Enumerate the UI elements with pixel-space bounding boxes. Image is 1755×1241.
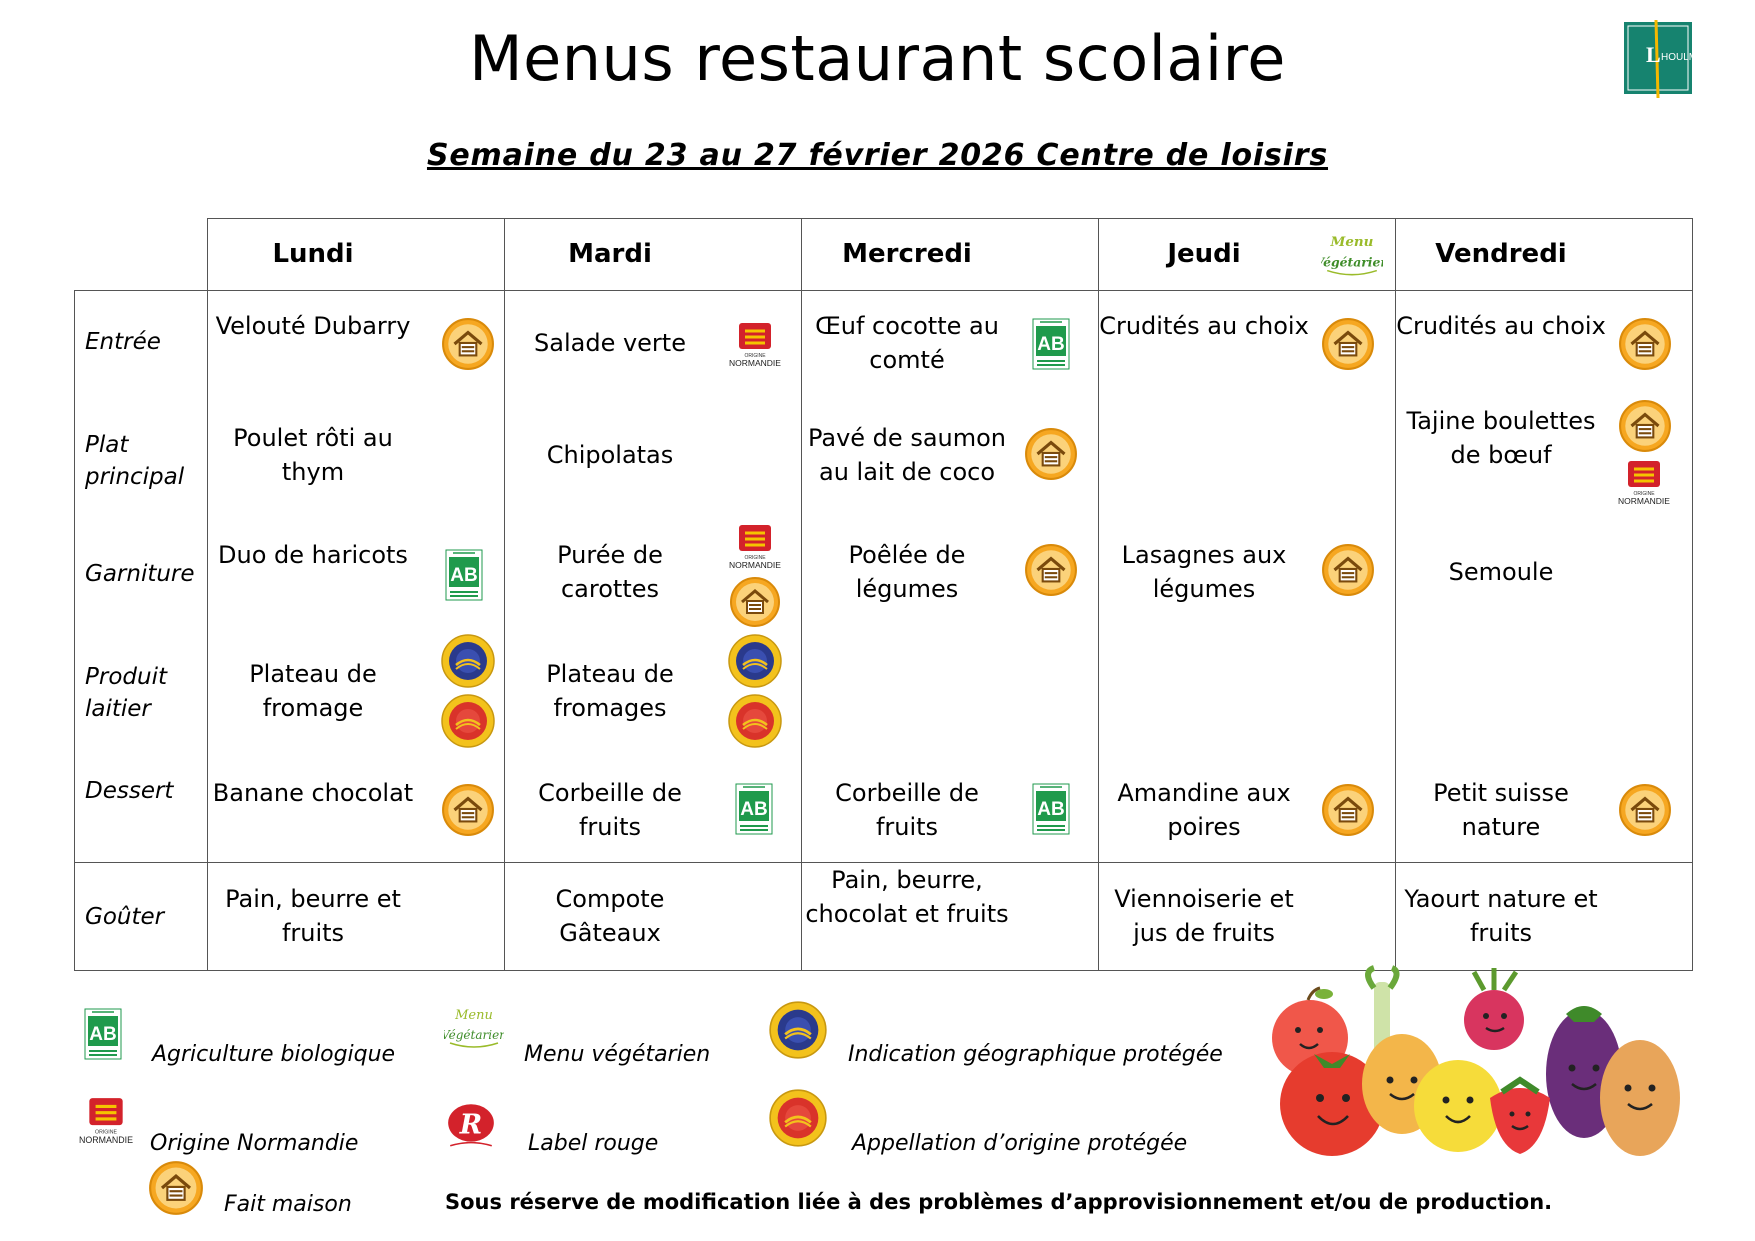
mercredi-gouter: Pain, beurre, chocolat et fruits bbox=[805, 866, 1009, 928]
igp-icon bbox=[440, 633, 496, 689]
vendredi-gouter-cell bbox=[1396, 863, 1693, 971]
lundi-garniture: Duo de haricots bbox=[218, 541, 408, 569]
lundi-plat: Poulet rôti au thym bbox=[233, 424, 393, 486]
legend-vegetarian-icon bbox=[444, 1000, 504, 1052]
mercredi-dessert: Corbeille de fruits bbox=[835, 779, 979, 841]
week-subtitle: Semaine du 23 au 27 février 2026 Centre de loisirs bbox=[426, 138, 1329, 173]
lundi-entree: Velouté Dubarry bbox=[215, 312, 411, 340]
jeudi-garniture: Lasagnes aux légumes bbox=[1121, 541, 1287, 603]
mercredi-gouter-cell bbox=[802, 863, 1099, 971]
lundi-gouter-cell bbox=[208, 863, 505, 971]
jeudi-dessert: Amandine aux poires bbox=[1117, 779, 1291, 841]
row-label-plat: Plat principal bbox=[85, 432, 185, 490]
mardi-gouter: Compote Gâteaux bbox=[555, 885, 665, 947]
legend-igp-icon bbox=[768, 1000, 828, 1060]
logo-text: HOULME bbox=[1661, 52, 1704, 63]
ab-bio-icon bbox=[445, 549, 483, 601]
legend-aop-icon bbox=[768, 1088, 828, 1148]
page-title: Menus restaurant scolaire bbox=[469, 22, 1286, 95]
fait-maison-icon bbox=[441, 783, 495, 837]
menu-table bbox=[74, 218, 1693, 971]
mercredi-plat: Pavé de saumon au lait de coco bbox=[807, 424, 1007, 486]
vendredi-garniture: Semoule bbox=[1448, 558, 1554, 586]
fait-maison-icon bbox=[1321, 317, 1375, 371]
mercredi-meals-cell bbox=[802, 291, 1099, 863]
ab-bio-icon bbox=[1032, 783, 1070, 835]
normandie-icon bbox=[727, 321, 783, 369]
legend-vegetarien: Menu végétarien bbox=[524, 1042, 711, 1067]
vegetarian-menu-icon bbox=[1321, 227, 1383, 279]
day-header-mardi: Mardi bbox=[505, 219, 802, 291]
fait-maison-icon bbox=[1618, 783, 1672, 837]
row-label-dessert: Dessert bbox=[85, 778, 174, 804]
day-header-mercredi: Mercredi bbox=[802, 219, 1099, 291]
jeudi-gouter: Viennoiserie et jus de fruits bbox=[1114, 885, 1294, 947]
row-label-entree: Entrée bbox=[85, 329, 161, 355]
lundi-dessert: Banane chocolat bbox=[212, 779, 414, 807]
corner-cell bbox=[75, 219, 208, 291]
aop-icon bbox=[727, 693, 783, 749]
legend-fait-maison: Fait maison bbox=[224, 1192, 352, 1217]
day-header-lundi: Lundi bbox=[208, 219, 505, 291]
normandie-icon bbox=[1616, 459, 1672, 507]
legend-label-rouge: Label rouge bbox=[528, 1131, 659, 1156]
legend-label-rouge-icon bbox=[444, 1100, 498, 1150]
row-labels-cell bbox=[75, 291, 208, 863]
normandie-icon bbox=[727, 523, 783, 571]
lundi-laitier: Plateau de fromage bbox=[249, 660, 377, 722]
jeudi-gouter-cell bbox=[1099, 863, 1396, 971]
fait-maison-icon bbox=[1024, 543, 1078, 597]
row-label-garniture: Garniture bbox=[85, 561, 195, 587]
mardi-laitier: Plateau de fromages bbox=[546, 660, 674, 722]
vendredi-dessert: Petit suisse nature bbox=[1433, 779, 1569, 841]
fait-maison-icon bbox=[729, 576, 781, 628]
jeudi-entree: Crudités au choix bbox=[1099, 312, 1309, 340]
svg-text:L: L bbox=[1646, 42, 1661, 67]
fait-maison-icon bbox=[1618, 317, 1672, 371]
legend-aop: Appellation d’origine protégée bbox=[852, 1131, 1188, 1156]
row-label-laitier: Produit laitier bbox=[85, 664, 167, 722]
mercredi-entree: Œuf cocotte au comté bbox=[815, 312, 999, 374]
vendredi-entree: Crudités au choix bbox=[1396, 312, 1606, 340]
vendredi-plat: Tajine boulettes de bœuf bbox=[1406, 407, 1596, 469]
legend-normandie: Origine Normandie bbox=[150, 1131, 359, 1156]
main-block-row bbox=[75, 291, 1693, 863]
mardi-gouter-cell bbox=[505, 863, 802, 971]
lundi-meals-cell bbox=[208, 291, 505, 863]
fait-maison-icon bbox=[1321, 783, 1375, 837]
le-houlme-logo bbox=[1624, 22, 1704, 94]
row-label-gouter: Goûter bbox=[75, 863, 208, 971]
fait-maison-icon bbox=[1024, 427, 1078, 481]
mardi-meals-cell bbox=[505, 291, 802, 863]
jeudi-meals-cell bbox=[1099, 291, 1396, 863]
legend-ab-bio-icon bbox=[84, 1008, 122, 1060]
vendredi-gouter: Yaourt nature et fruits bbox=[1404, 885, 1598, 947]
mardi-plat: Chipolatas bbox=[546, 441, 674, 469]
lundi-gouter: Pain, beurre et fruits bbox=[225, 885, 401, 947]
gouter-row bbox=[75, 863, 1693, 971]
aop-icon bbox=[440, 693, 496, 749]
igp-icon bbox=[727, 633, 783, 689]
disclaimer-note: Sous réserve de modification liée à des problèmes d’approvisionnement et/ou de production. bbox=[445, 1190, 1553, 1214]
day-header-row bbox=[75, 219, 1693, 291]
mercredi-garniture: Poêlée de légumes bbox=[848, 541, 966, 603]
fait-maison-icon bbox=[1321, 543, 1375, 597]
day-header-vendredi: Vendredi bbox=[1396, 219, 1693, 291]
legend-igp: Indication géographique protégée bbox=[848, 1042, 1223, 1067]
mardi-entree: Salade verte bbox=[534, 329, 686, 357]
fait-maison-icon bbox=[1618, 399, 1672, 453]
legend-fait-maison-icon bbox=[148, 1160, 204, 1216]
legend-normandie-icon bbox=[76, 1096, 136, 1146]
ab-bio-icon bbox=[1032, 318, 1070, 370]
fruits-vegetables-illustration bbox=[1262, 968, 1682, 1164]
day-header-jeudi: Jeudi bbox=[1099, 219, 1396, 291]
fait-maison-icon bbox=[441, 317, 495, 371]
ab-bio-icon bbox=[735, 783, 773, 835]
legend-bio: Agriculture biologique bbox=[152, 1042, 396, 1067]
vendredi-meals-cell bbox=[1396, 291, 1693, 863]
mardi-garniture: Purée de carottes bbox=[557, 541, 663, 603]
mardi-dessert: Corbeille de fruits bbox=[538, 779, 682, 841]
